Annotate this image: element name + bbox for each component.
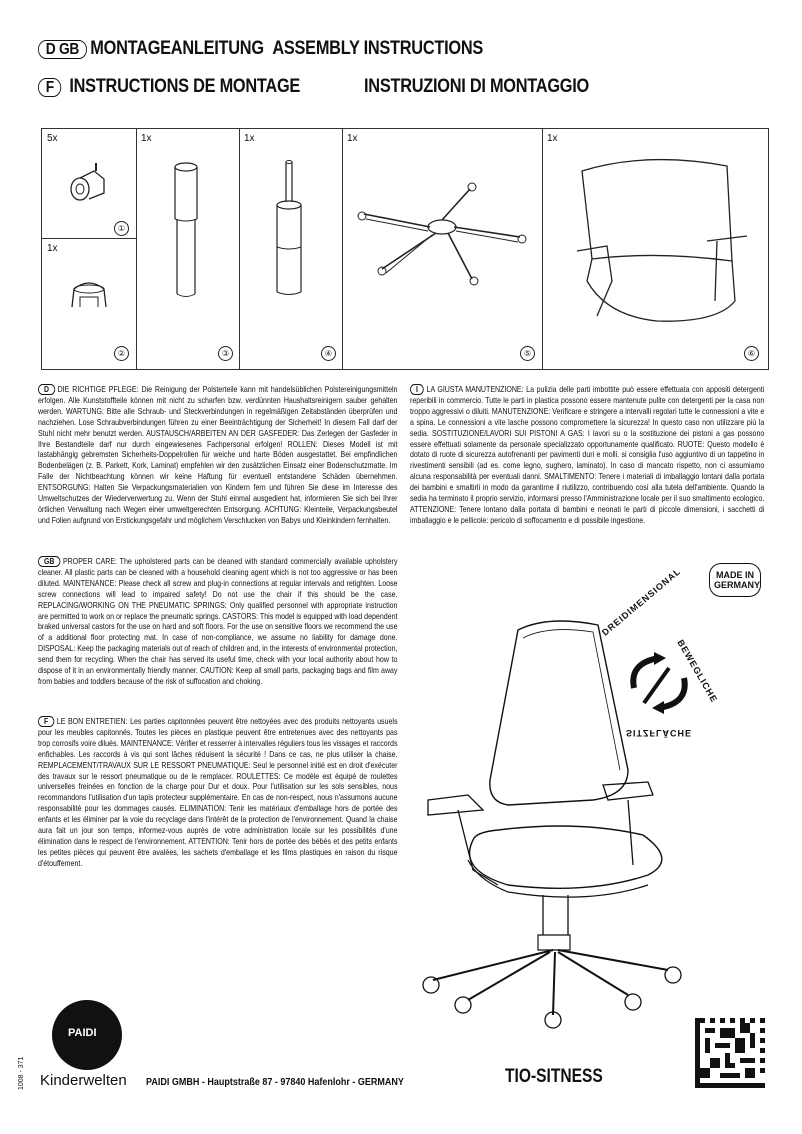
- part-number: ④: [321, 346, 336, 361]
- seat-drawing: [567, 151, 757, 341]
- language-label-f-section: F: [38, 716, 54, 727]
- title-i: INSTRUZIONI DI MONTAGGIO: [364, 76, 589, 97]
- section-i: [410, 384, 764, 527]
- ring-text-top: DREIDIMENSIONAL: [600, 566, 683, 638]
- section-gb-text: PROPER CARE: The upholstered parts can be cleaned with standard commercially available upholstery cleaner. All plastic parts can be cleaned with a household cleaning agent which is not too aggressive or has been diluted. MAINTENANCE: Please check all screw and plug-in connections at regular intervals and retighten. Loose screw connections will lead to impaired safety! Do not use the chair if this should be the case. REPLACING/WORKING ON THE PNEUMATIC SPRINGS: Only qualified personnel with appropriate instruction are permitted to work on or replace the pneumatic springs. CASTORS: This model is equipped with load dependent braked universal castors for the use on hard and soft floors. For the use on sensitive floors we recommend the use of a additional floor protecting mat. In case of non-compliance, we assume no liability for damage done. DISPOSAL: Keep the packaging materials out of reach of children and, in the interests of environmental protection, send them for recycling. When the chair has served its useful time, check with your local authority about how to dispose of it in an environmentally friendly manner. CAUTION: Keep all small parts, packaging bags and film away from babies and toddlers because of the risk of suffocation and choking.: [38, 557, 398, 686]
- castor-cap-drawing: [64, 277, 114, 317]
- article-code: 1008 - 371: [18, 1056, 25, 1090]
- part-number: ⑤: [520, 346, 535, 361]
- base-drawing: [352, 179, 532, 289]
- part-qty: 1x: [244, 133, 255, 144]
- part-cell-2: [42, 239, 137, 369]
- language-label-d: D: [38, 384, 55, 395]
- part-qty: 1x: [47, 243, 58, 254]
- title-en: ASSEMBLY INSTRUCTIONS: [272, 38, 484, 59]
- gas-spring-drawing: [264, 157, 314, 307]
- logo-text: PAIDI: [68, 1027, 97, 1039]
- title-f: INSTRUCTIONS DE MONTAGE: [69, 76, 301, 97]
- paidi-logo: [52, 1000, 122, 1070]
- title-de: MONTAGEANLEITUNG: [90, 38, 264, 59]
- language-label-i: I: [410, 384, 424, 395]
- part-cell-1: [42, 129, 137, 239]
- ring-text-bottom: SITZFLÄCHE: [626, 728, 692, 738]
- badge-line-1: MADE IN: [716, 570, 754, 580]
- section-f-text: LE BON ENTRETIEN: Les parties capitonnées peuvent être nettoyées avec des produits nettoyants usuels pour les meubles capitonnés. Toutes les pièces en plastique peuvent être entretenues avec des nettoyants pas trop corrosifs voire dilués. MAINTENANCE: Vérifier et resserrer à intervalles réguliers tous les vissages et raccords enfichables. Les raccords à vis qui sont lâches réduisent la sécurité ! Dans ce cas, ne plus utiliser la chaise. REMPLACEMENT/TRAVAUX SUR LE RESSORT PNEUMATIQUE: Seul le personnel initié est en droit d'exécuter des travaux sur le ressort pneumatique ou de le remplacer. ROULETTES: Ce modèle est équipé de roulettes universelles freinées en fonction de la charge pour Dur et doux. Pour l'utilisation sur les sols sensibles, nous recommandons l'utilisation d'un tapis protecteur supplémentaire. En cas de non-respect, nous n'assumons aucune responsabilité pour les dommages causés. ELIMINATION: Tenir les matériaux d'emballage hors de portée des enfants et les éliminer par la voie du recyclage dans l'intérêt de la protection de l'environnement. Quand la chaise aura fait un jour son temps, informez-vous auprès de votre administration locale sur les possibilités d'une élimination dans le respect de l'environnement. ATTENTION: Tenir hors de portée des bébés et des petits enfants les petites pièces qui peuvent être avalées, les sachets d'emballage et les films plastiques en raison du risque d'étouffement.: [38, 717, 398, 868]
- header: [38, 36, 778, 106]
- language-label-d-gb: D GB: [38, 40, 87, 59]
- part-number: ③: [218, 346, 233, 361]
- part-qty: 5x: [47, 133, 58, 144]
- part-cell-5: [342, 129, 543, 369]
- made-in-germany-badge: [709, 563, 761, 597]
- part-number: ①: [114, 221, 129, 236]
- company-address: PAIDI GMBH - Hauptstraße 87 - 97840 Hafenlohr - GERMANY: [146, 1077, 404, 1088]
- part-cell-6: [542, 129, 768, 369]
- header-row-2: [38, 76, 300, 98]
- language-label-f: F: [38, 78, 62, 97]
- part-number: ⑥: [744, 346, 759, 361]
- parts-list: [41, 128, 769, 370]
- chair-drawing: [398, 610, 708, 1030]
- section-i-text: LA GIUSTA MANUTENZIONE: La pulizia delle parti imbottite può essere effettuata con appositi detergenti reperibili in commercio. Tutte le parti in plastica possono essere mantenute pulite con detergenti per la casa non troppo aggressivi o diluiti. MANUTENZIONE: Verificare e stringere a intervalli regolari tutte le connessioni a vite e a spina. Le connessioni a vite lasche possono compromettere la sicurezza! In questo caso non utilizzare più la sedia. SOSTITUZIONE/LAVORI SUI PISTONI A GAS: I lavori su o la sostituzione dei pistoni a gas possono essere effettuati solamente da personale specializzato opportunamente qualificato. RUOTE: Questo modello è dotato di ruote di sicurezza autofrenanti per pavimenti duri e molli. si consiglia l'uso aggiuntivo di un tappetino in rivestimenti sensibili (ad es. come legno, sughero, laminato). In caso di mancato rispetto, non ci assumiamo alcuna responsabilità per eventuali danni. SMALTIMENTO: Tenere i materiali di imballaggio lontani dalla portata dei bambini e smaltirli in modo da garantirne il riutilizzo, contribuendo così alla tutela dell'ambiente. Quando la sedia ha terminato il proprio servizio, informarsi presso l'Amministrazione locale per il suo smaltimento ecologico. ATTENZIONE: Tenere lontano dalla portata di bambini e neonati le parti di piccole dimensioni, i sacchetti di imballaggio e le pellicole: pericolo di soffocamento e di possibile ingestione.: [410, 385, 765, 525]
- part-qty: 1x: [141, 133, 152, 144]
- section-de-text: DIE RICHTIGE PFLEGE: Die Reinigung der Polsterteile kann mit handelsüblichen Polstereinigungsmitteln erfolgen. Alle Kunststoffteile können mit nicht zu scharfen bzw. verdünnten Haushaltsreinigern sauber gehalten werden. WARTUNG: Bitte alle Schraub- und Steckverbindungen in regelmäßigen Zeitabständen überprüfen und nachziehen. Lose Schraubverbindungen führen zu einer Beeinträchtigung der Sicherheit! In diesem Fall darf der Stuhl nicht mehr benutzt werden. AUSTAUSCH/ARBEITEN AN DER GASFEDER: Das Zerlegen der Gasfeder in Ihre Bestandteile darf nur durch eingewiesenes Fachpersonal erfolgen! ROLLEN: Dieses Modell ist mit lastabhängig gebremsten Sicherheits-Doppelrollen für weiche und harte Böden ausgestattet. Bei empfindlichen Bodenbelägen (z. B. Parkett, Kork, Laminat) empfehlen wir den zusätzlichen Einsatz einer Bodenschutzmatte. Im Falle der Nichtbeachtung können wir keine Haftung für eventuell entstandene Schäden übernehmen. ENTSORGUNG: Halten Sie Verpackungsmaterialien von Kindern fern und führen Sie diese im Interesse des Umweltschutzes der Wiederverwertung zu. Wenn der Stuhl einmal ausgedient hat, informieren Sie sich bei Ihrer örtlichen Verwaltung nach Wegen einer umweltgerechten Entsorgung. ACHTUNG: Kleinteile, Verpackungsbeutel und Folien aufgrund von Erstickungsgefahr und möglichem Verschlucken von Babys und Kleinkindern fernhalten.: [38, 385, 398, 525]
- section-gb: [38, 556, 397, 688]
- section-f: [38, 716, 397, 870]
- part-cell-3: [136, 129, 240, 369]
- column-drawing: [161, 159, 211, 309]
- section-de: [38, 384, 397, 527]
- language-label-gb: GB: [38, 556, 60, 567]
- header-row-2-it: [364, 76, 589, 98]
- part-qty: 1x: [347, 133, 358, 144]
- part-number: ②: [114, 346, 129, 361]
- product-name: TIO-SITNESS: [505, 1066, 603, 1087]
- ring-text-right: BEWEGLICHE: [675, 638, 720, 705]
- datamatrix-code: [695, 1017, 765, 1089]
- brand-name: Kinderwelten: [40, 1072, 127, 1089]
- header-row-1: [38, 38, 483, 60]
- part-qty: 1x: [547, 133, 558, 144]
- badge-line-2: GERMANY: [714, 580, 761, 590]
- part-cell-4: [239, 129, 343, 369]
- castor-drawing: [64, 157, 114, 207]
